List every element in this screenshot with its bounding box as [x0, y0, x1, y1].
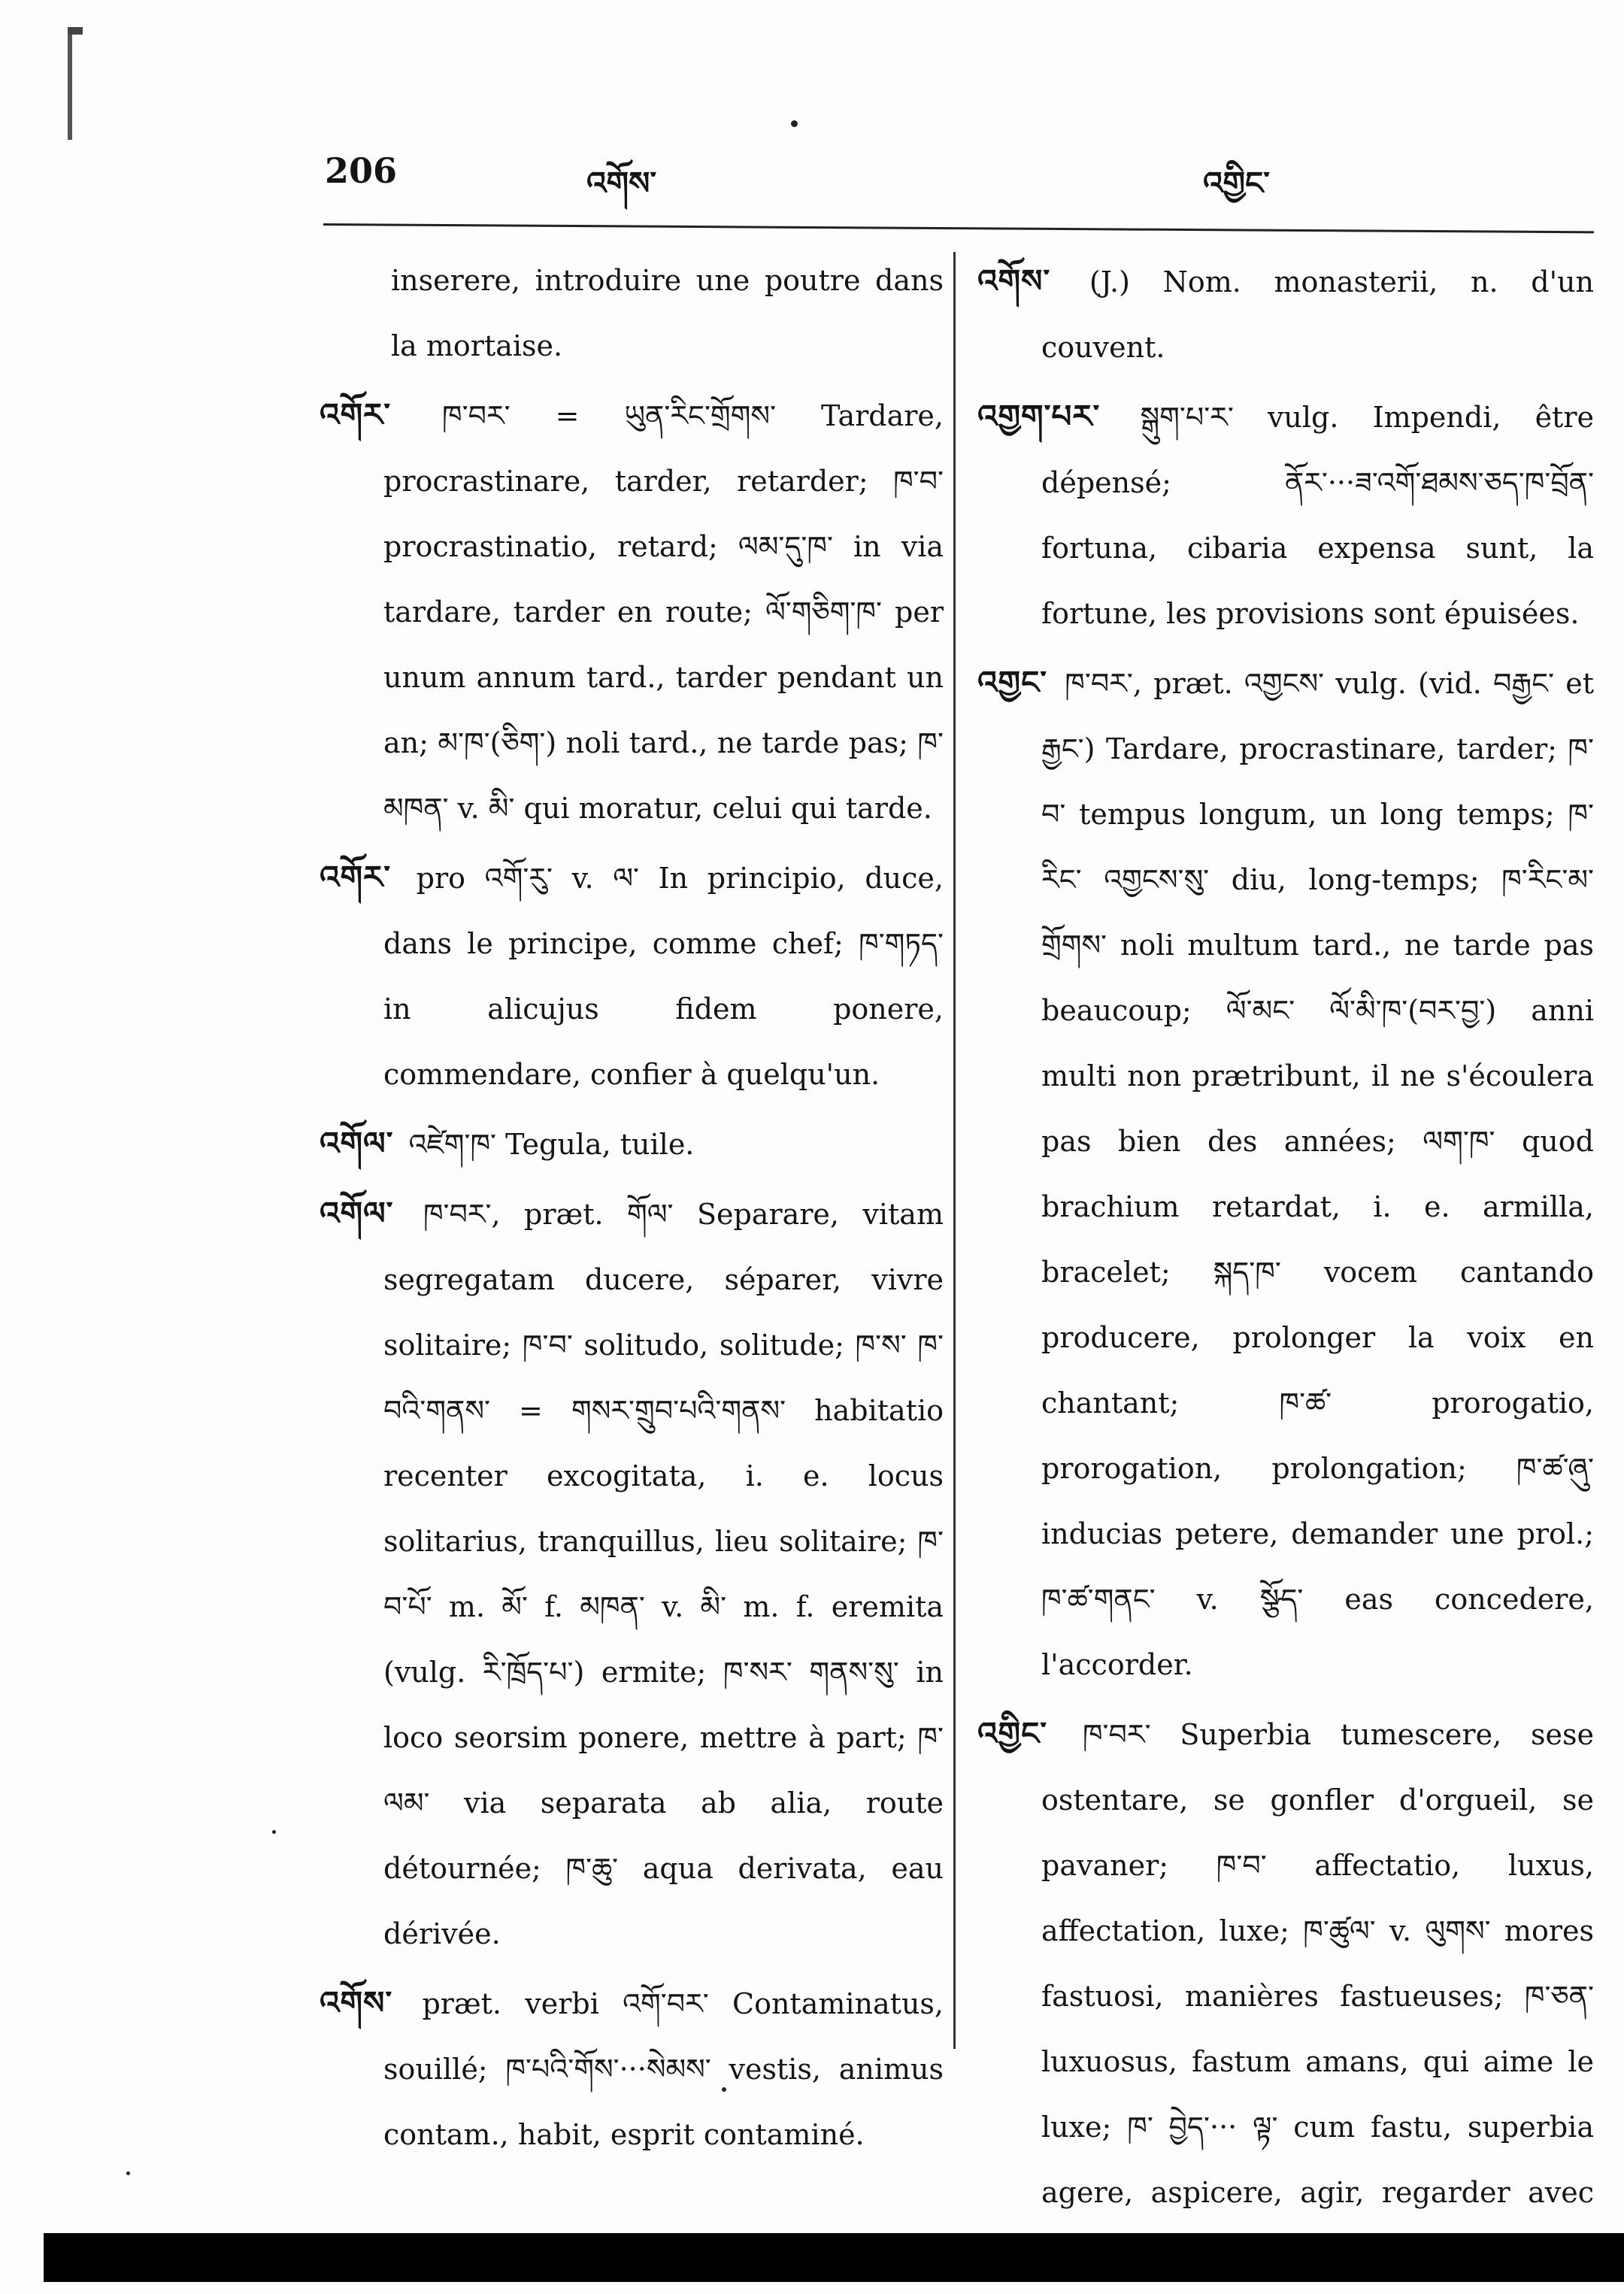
entry-headword: འགྱག་པར་ [977, 398, 1101, 435]
entry-text: (J.) Nom. monasterii, n. d'un couvent. [1041, 265, 1594, 364]
dictionary-entry [320, 844, 944, 1108]
dictionary-entry [320, 248, 944, 379]
entry-headword: འགོས་ [320, 1984, 393, 2021]
entry-text: སྒུག་པ་ར་ vulg. Impendi, être dépensé; ནོར་···ཟ་འགོ་ཐམས་ཅད་ཁ་བྲོན་ fortuna, cibaria expensa sunt, la fortune, les provisions sont épuisées. [1041, 401, 1594, 630]
entry-headword: འགོས་ [977, 262, 1051, 299]
entry-headword: འགྱིང་ [977, 1715, 1048, 1752]
page-number: 206 [325, 150, 398, 191]
entry-text: ཁ་བར་ = ཡུན་རིང་གྲོགས་ Tardare, procrastinare, tarder, retarder; ཁ་བ་ procrastinatio, retard; ལམ་དུ་ཁ་ in via tardare, tarder en route; ལོ་གཅིག་ཁ་ per unum annum tard., tarder pendant un an; མ་ཁ་(ཅིག་) noli tard., ne tarde pas; ཁ་མཁན་ v. མི་ qui moratur, celui qui tarde. [383, 399, 944, 825]
dictionary-entry [977, 1701, 1594, 2291]
entry-text: pro འགོ་རུ་ v. ལ་ In principio, duce, dans le principe, comme chef; ཁ་གཏད་ in alicujus fidem ponere, commendare, confier à quelqu'un. [383, 862, 944, 1091]
entry-text: འཛེག་ཁ་ Tegula, tuile. [408, 1128, 695, 1161]
header-rule [323, 223, 1594, 233]
ink-speck [791, 120, 798, 127]
left-column [320, 248, 944, 2171]
entry-text: ཁ་བར་ Superbia tumescere, sese ostentare, se gonfler d'orgueil, se pavaner; ཁ་བ་ affectatio, luxus, affectation, luxe; ཁ་ཚུལ་ v. ལུགས་ mores fastuosi, manières fastueuses; ཁ་ཅན་ luxuosus, fastum amans, qui aime le luxe; ཁ་ བྱེད་··· ལྟ་ cum fastu, superbia agere, aspicere, agir, regarder avec [1041, 1718, 1594, 2209]
dictionary-entry [977, 248, 1594, 380]
page-edge-mark [68, 27, 72, 140]
column-divider [953, 252, 956, 2049]
header-right-word: འགྱིང་ [1203, 165, 1271, 202]
dictionary-entry [320, 1180, 944, 1967]
entry-text: ཁ་བར་, præt. འགྱངས་ vulg. (vid. བརྒྱང་ et རྒྱང་) Tardare, procrastinare, tarder; ཁ་བ་ tempus longum, un long temps; ཁ་རིང་ འགྱངས་སུ་ diu, long-temps; ཁ་རིང་མ་གྲོགས་ noli multum tard., ne tarde pas beaucoup; ལོ་མང་ ལོ་མི་ཁ་(བར་བྱ་) anni multi non prætribunt, il ne s'écoulera pas bien des années; ལག་ཁ་ quod brachium retardat, i. e. armilla, bracelet; སྐད་ཁ་ vocem cantando producere, prolonger la voix en chantant; ཁ་ཚ་ prorogatio, prorogation, prolongation; ཁ་ཚ་ཞུ་ inducias petere, demander une prol.; ཁ་ཚ་གནང་ v. སྩོད་ eas concedere, l'accorder. [1041, 667, 1594, 1681]
entry-headword: འགོལ་ [320, 1125, 394, 1162]
entry-headword: འགོར་ [320, 859, 392, 895]
page-edge-mark-cap [68, 27, 83, 35]
dictionary-entry [977, 650, 1594, 1698]
dictionary-entry [320, 1111, 944, 1177]
entry-text: inserere, introduire une poutre dans la mortaise. [391, 264, 944, 362]
right-column [977, 248, 1594, 2294]
entry-text: præt. verbi འགོ་བར་ Contaminatus, souillé; ཁ་པའི་གོས་···སེམས་ vestis, animus contam., habit, esprit contaminé. [383, 1987, 944, 2151]
ink-speck [126, 2171, 130, 2175]
dictionary-entry [977, 383, 1594, 647]
ink-speck [272, 1830, 276, 1834]
dictionary-entry [320, 1970, 944, 2168]
scan-bottom-bar [44, 2233, 1624, 2282]
entry-headword: འགོལ་ [320, 1195, 394, 1232]
entry-headword: འགོར་ [320, 396, 392, 433]
dictionary-entry [320, 382, 944, 841]
entry-text: ཁ་བར་, præt. གོལ་ Separare, vitam segregatam ducere, séparer, vivre solitaire; ཁ་བ་ solitudo, solitude; ཁ་ས་ ཁ་བའི་གནས་ = གསར་གྲུབ་པའི་གནས་ habitatio recenter excogitata, i. e. locus solitarius, tranquillus, lieu solitaire; ཁ་བ་པོ་ m. མོ་ f. མཁན་ v. མི་ m. f. eremita (vulg. རི་ཁྲོད་པ་) ermite; ཁ་སར་ གནས་སུ་ in loco seorsim ponere, mettre à part; ཁ་ལམ་ via separata ab alia, route détournée; ཁ་ཆུ་ aqua derivata, eau dérivée. [383, 1198, 944, 1950]
header-left-word: འགོས་ [586, 165, 657, 202]
entry-headword: འགྱང་ [977, 664, 1048, 701]
